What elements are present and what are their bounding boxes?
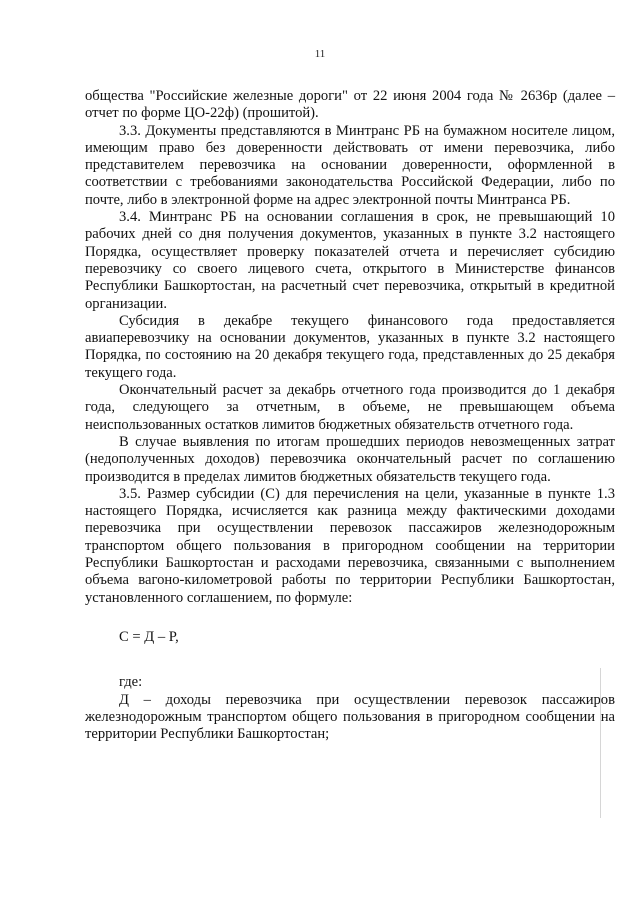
paragraph-continuation: общества "Российские железные дороги" от 22 июня 2004 года № 2636р (далее – отчет по форме ЦО-22ф) (прошитой).: [85, 88, 615, 122]
document-body: [85, 88, 615, 743]
paragraph-3-3: 3.3. Документы представляются в Минтранс РБ на бумажном носителе лицом, имеющим право без доверенности действовать от имени перевозчика, либо представителем перевозчика на основании доверенности, оформленной в соответствии с требованиями законодательства Российской Федерации, либо по почте, либо в электронной форме на адрес электронной почты Минтранса РБ.: [85, 122, 615, 208]
page-number: 11: [314, 48, 326, 60]
paragraph-3-5: 3.5. Размер субсидии (С) для перечисления на цели, указанные в пункте 1.3 настоящего Порядка, исчисляется как разница между фактическими доходами перевозчика при осуществлении перевозок пассажиров железнодорожным транспортом общего пользования в пригородном сообщении на территории Республики Башкортостан и расходами перевозчика, связанными с выполнением объема вагоно-километровой работы по территории Республики Башкортостан, установленного соглашением, по формуле:: [85, 485, 615, 606]
paragraph-december-subsidy: Субсидия в декабре текущего финансового года предоставляется авиаперевозчику на основании документов, указанных в пункте 3.2 настоящего Порядка, по состоянию на 20 декабря текущего года, представленных до 25 декабря текущего года.: [85, 312, 615, 381]
paragraph-3-4: 3.4. Минтранс РБ на основании соглашения в срок, не превышающий 10 рабочих дней со дня получения документов, указанных в пункте 3.2 настоящего Порядка, осуществляет проверку показателей отчета и перечисляет субсидию перевозчику со своего лицевого счета, открытого в Министерстве финансов Республики Башкортостан, на расчетный счет перевозчика, открытый в кредитной организации.: [85, 209, 615, 312]
where-label: где:: [119, 674, 143, 691]
paragraph-uncompensated-costs: В случае выявления по итогам прошедших периодов невозмещенных затрат (недополученных доходов) перевозчика окончательный расчет по соглашению производится в пределах лимитов бюджетных обязательств текущего года.: [85, 433, 615, 485]
paragraph-final-settlement: Окончательный расчет за декабрь отчетного года производится до 1 декабря года, следующего за отчетным, в объеме, не превышающем объема неиспользованных остатков лимитов бюджетных обязательств отчетного года.: [85, 382, 615, 433]
definition-d: Д – доходы перевозчика при осуществлении перевозок пассажиров железнодорожным транспортом общего пользования в пригородном сообщении на территории Республики Башкортостан;: [85, 691, 615, 743]
scan-artifact-line: [600, 668, 601, 818]
formula: С = Д – Р,: [119, 628, 179, 645]
